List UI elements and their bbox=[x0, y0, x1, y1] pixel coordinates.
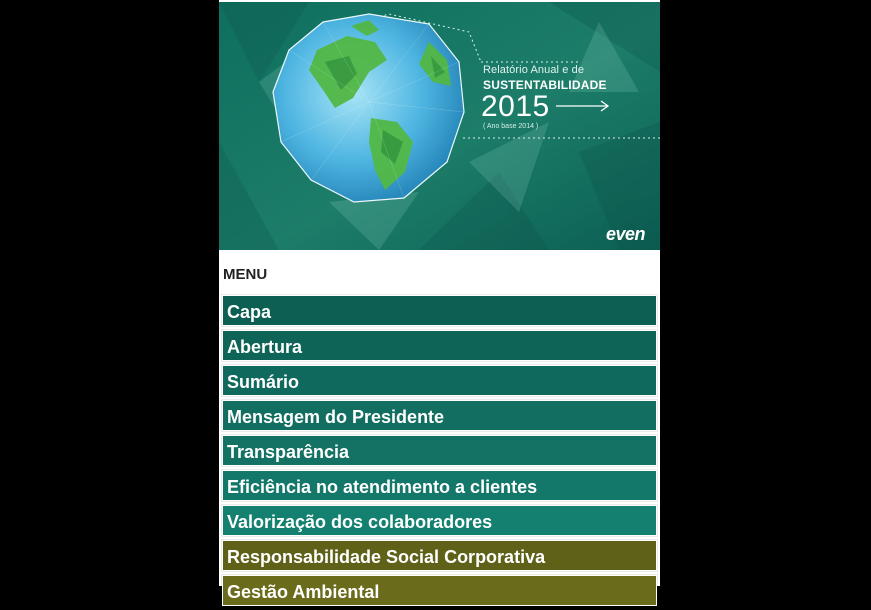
menu-item-label: Transparência bbox=[227, 442, 350, 462]
menu-list bbox=[222, 295, 657, 610]
menu-item[interactable] bbox=[222, 575, 657, 606]
arrow-right-icon bbox=[555, 99, 611, 113]
menu-item[interactable] bbox=[222, 505, 657, 536]
menu-item-label: Abertura bbox=[227, 337, 303, 357]
report-base-year: ( Ano base 2014 ) bbox=[483, 123, 539, 130]
menu-item-label: Eficiência no atendimento a clientes bbox=[227, 477, 538, 497]
menu-item[interactable] bbox=[222, 365, 657, 396]
banner-background bbox=[219, 2, 660, 250]
menu-item[interactable] bbox=[222, 470, 657, 501]
menu-item-label: Capa bbox=[227, 302, 272, 322]
report-page bbox=[219, 0, 660, 602]
menu-item-label: Valorização dos colaboradores bbox=[227, 512, 493, 532]
report-title-line2: SUSTENTABILIDADE bbox=[483, 78, 607, 92]
menu-item-label: Sumário bbox=[227, 372, 300, 392]
report-year: 2015 bbox=[481, 90, 550, 123]
cover-banner[interactable] bbox=[219, 2, 660, 250]
menu-item[interactable] bbox=[222, 540, 657, 571]
menu-item-label: Responsabilidade Social Corporativa bbox=[227, 547, 546, 567]
menu-item-label: Gestão Ambiental bbox=[227, 582, 380, 602]
menu-item[interactable] bbox=[222, 330, 657, 361]
menu-item[interactable] bbox=[222, 435, 657, 466]
menu-heading: MENU bbox=[223, 266, 268, 283]
menu-item[interactable] bbox=[222, 295, 657, 326]
even-logo: even bbox=[606, 224, 646, 244]
menu-item[interactable] bbox=[222, 400, 657, 431]
report-title-line1: Relatório Anual e de bbox=[483, 64, 585, 76]
menu-item-label: Mensagem do Presidente bbox=[227, 407, 445, 427]
